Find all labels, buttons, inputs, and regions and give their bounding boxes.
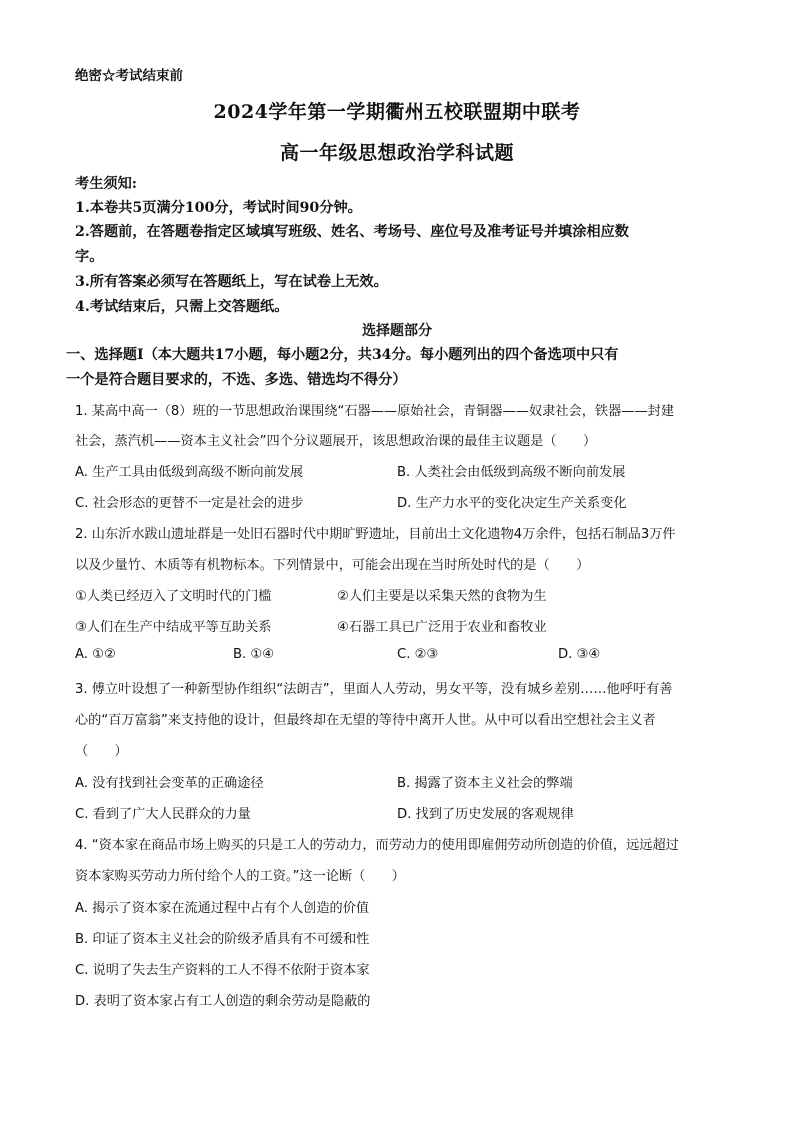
option-d: D. 生产力水平的变化决定生产关系变化 [397, 496, 627, 511]
option-b: B. ①④ [233, 647, 275, 662]
question-stem: 3. 傅立叶设想了一种新型协作组织“法朗吉”，里面人人劳动，男女平等，没有城乡差别……他呼吁有善 [75, 682, 673, 697]
option-b: B. 揭露了资本主义社会的弊端 [397, 776, 573, 791]
option-d: D. ③④ [558, 647, 601, 662]
notice-item: 字。 [75, 249, 104, 265]
option-a: A. ①② [75, 647, 116, 662]
section-title: 选择题部分 [362, 323, 432, 339]
question-stem: 以及少量竹、木质等有机物标本。下列情景中，可能会出现在当时所处时代的是（ ） [75, 558, 590, 573]
part-instructions-cont: 一个是符合题目要求的，不选、多选、错选均不得分） [66, 372, 407, 388]
option-a: A. 没有找到社会变革的正确途径 [75, 776, 264, 791]
confidential-label: 绝密☆考试结束前 [75, 68, 183, 84]
option-c: C. 社会形态的更替不一定是社会的进步 [75, 496, 304, 511]
statement-3: ③人们在生产中结成平等互助关系 [75, 620, 272, 635]
option-a: A. 生产工具由低级到高级不断向前发展 [75, 465, 304, 480]
exam-subtitle: 高一年级思想政治学科试题 [279, 142, 514, 164]
statement-4: ④石器工具已广泛用于农业和畜牧业 [337, 620, 547, 635]
part-instructions: 一、选择题Ⅰ（本大题共17小题，每小题2分，共34分。每小题列出的四个备选项中只有 [66, 347, 619, 363]
option-a: A. 揭示了资本家在流通过程中占有个人创造的价值 [75, 901, 370, 916]
statement-1: ①人类已经迈入了文明时代的门槛 [75, 589, 272, 604]
question-stem: （ ） [75, 744, 128, 759]
question-stem: 4. “资本家在商品市场上购买的只是工人的劳动力，而劳动力的使用即雇佣劳动所创造的价值，远远超过 [75, 838, 679, 853]
notice-item: 3.所有答案必须写在答题纸上，写在试卷上无效。 [75, 274, 388, 290]
question-stem: 2. 山东沂水跋山遗址群是一处旧石器时代中期旷野遗址，目前出土文化遗物4万余件，包括石制品3万件 [75, 527, 676, 542]
question-stem: 1. 某高中高一（8）班的一节思想政治课围绕“石器——原始社会，青铜器——奴隶社会，铁器——封建 [75, 404, 675, 419]
question-stem: 社会，蒸汽机——资本主义社会”四个分议题展开，该思想政治课的最佳主议题是（ ） [75, 434, 597, 449]
option-b: B. 人类社会由低级到高级不断向前发展 [397, 465, 626, 480]
question-stem: 心的“百万富翁”来支持他的设计，但最终却在无望的等待中离开人世。从中可以看出空想社会主义者 [75, 713, 656, 728]
option-c: C. 说明了失去生产资料的工人不得不依附于资本家 [75, 963, 370, 978]
option-b: B. 印证了资本主义社会的阶级矛盾具有不可缓和性 [75, 932, 370, 947]
notice-item: 4.考试结束后，只需上交答题纸。 [75, 299, 289, 315]
option-d: D. 表明了资本家占有工人创造的剩余劳动是隐蔽的 [75, 994, 371, 1009]
statement-2: ②人们主要是以采集天然的食物为生 [337, 589, 547, 604]
question-stem: 资本家购买劳动力所付给个人的工资。”这一论断（ ） [75, 869, 405, 884]
exam-title: 2024学年第一学期衢州五校联盟期中联考 [213, 101, 581, 123]
option-c: C. 看到了广大人民群众的力量 [75, 807, 251, 822]
notice-item: 2.答题前，在答题卷指定区域填写班级、姓名、考场号、座位号及准考证号并填涂相应数 [75, 224, 629, 240]
notice-heading: 考生须知: [75, 176, 137, 192]
option-c: C. ②③ [397, 647, 439, 662]
notice-item: 1.本卷共5页满分100分，考试时间90分钟。 [75, 200, 362, 216]
option-d: D. 找到了历史发展的客观规律 [397, 807, 574, 822]
